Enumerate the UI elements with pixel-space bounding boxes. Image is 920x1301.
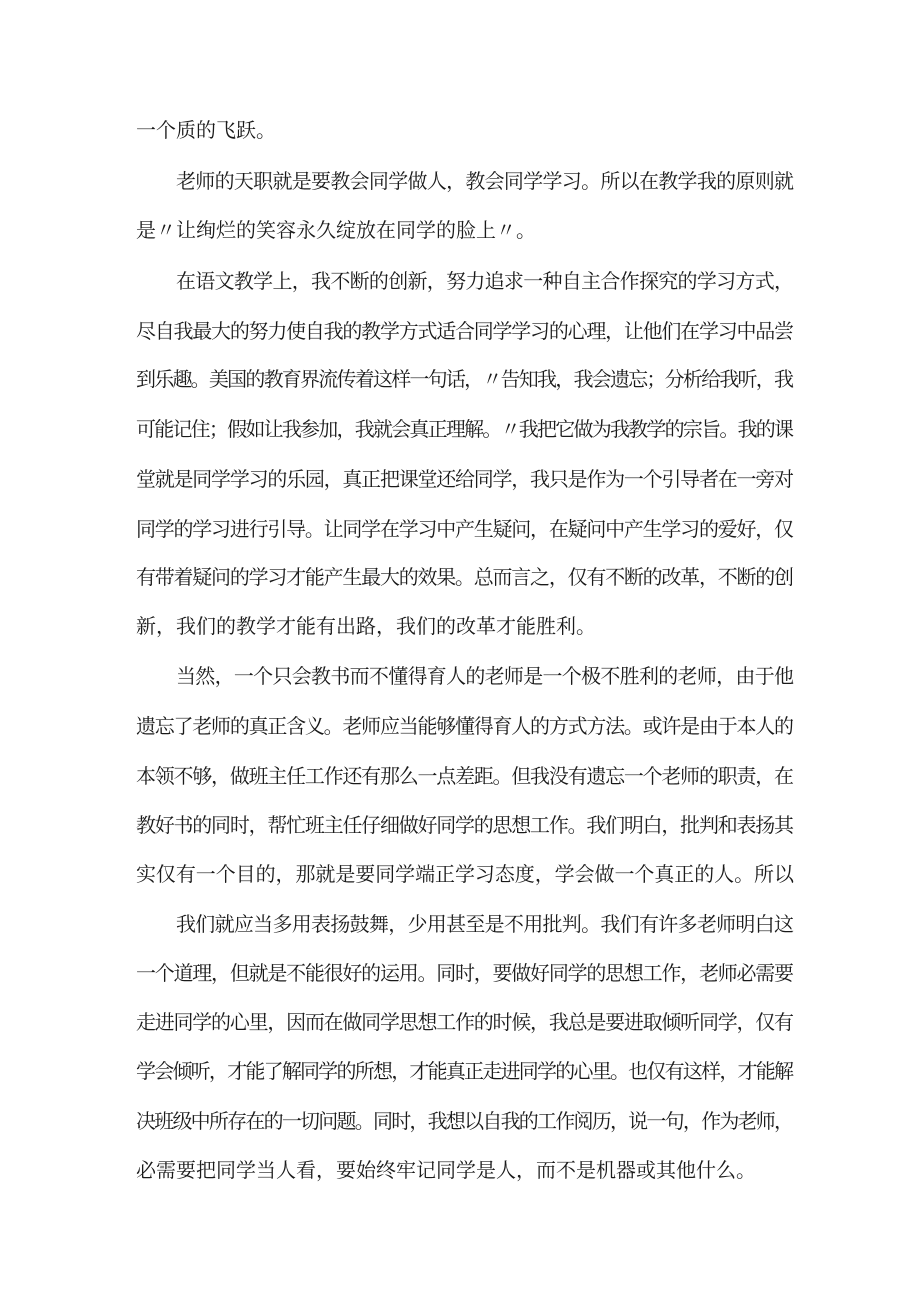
text-line: 到乐趣。美国的教育界流传着这样一句话，〃告知我，我会遗忘；分析给我听，我 (136, 367, 793, 391)
text-line: 学会倾听，才能了解同学的所想，才能真正走进同学的心里。也仅有这样，才能解 (136, 1059, 793, 1083)
text-line: 老师的天职就是要教会同学做人，教会同学学习。所以在教学我的原则就 (176, 169, 794, 193)
text-line: 一个道理，但就是不能很好的运用。同时，要做好同学的思想工作，老师必需要 (136, 961, 793, 985)
text-line: 本领不够，做班主任工作还有那么一点差距。但我没有遗忘一个老师的职责，在 (136, 764, 793, 788)
text-line: 决班级中所存在的一切问题。同时，我想以自我的工作阅历，说一句，作为老师， (136, 1109, 793, 1133)
text-line: 可能记住；假如让我参加，我就会真正理解。〃我把它做为我教学的宗旨。我的课 (136, 417, 793, 441)
text-line: 当然，一个只会教书而不懂得育人的老师是一个极不胜利的老师，由于他 (176, 664, 794, 688)
text-line: 走进同学的心里，因而在做同学思想工作的时候，我总是要进取倾听同学，仅有 (136, 1010, 793, 1034)
text-line: 遗忘了老师的真正含义。老师应当能够懂得育人的方式方法。或许是由于本人的 (136, 714, 793, 738)
text-line: 同学的学习进行引导。让同学在学习中产生疑问，在疑问中产生学习的爱好，仅 (136, 517, 793, 541)
text-line: 一个质的飞跃。 (136, 118, 276, 142)
text-line: 实仅有一个目的，那就是要同学端正学习态度，学会做一个真正的人。所以 (136, 862, 794, 886)
text-line: 尽自我最大的努力使自我的教学方式适合同学学习的心理，让他们在学习中品尝 (136, 319, 793, 343)
text-line: 必需要把同学当人看，要始终牢记同学是人，而不是机器或其他什么。 (136, 1158, 756, 1182)
text-line: 在语文教学上，我不断的创新，努力追求一种自主合作探究的学习方式， (176, 269, 794, 293)
text-line: 我们就应当多用表扬鼓舞，少用甚至是不用批判。我们有许多老师明白这 (176, 912, 794, 936)
text-line: 新，我们的教学才能有出路，我们的改革才能胜利。 (136, 614, 596, 638)
text-line: 有带着疑问的学习才能产生最大的效果。总而言之，仅有不断的改革，不断的创 (136, 565, 793, 589)
text-line: 教好书的同时，帮忙班主任仔细做好同学的思想工作。我们明白，批判和表扬其 (136, 813, 793, 837)
text-line: 堂就是同学学习的乐园，真正把课堂还给同学，我只是作为一个引导者在一旁对 (136, 467, 793, 491)
text-line: 是〃让绚烂的笑容永久绽放在同学的脸上〃。 (136, 218, 536, 242)
